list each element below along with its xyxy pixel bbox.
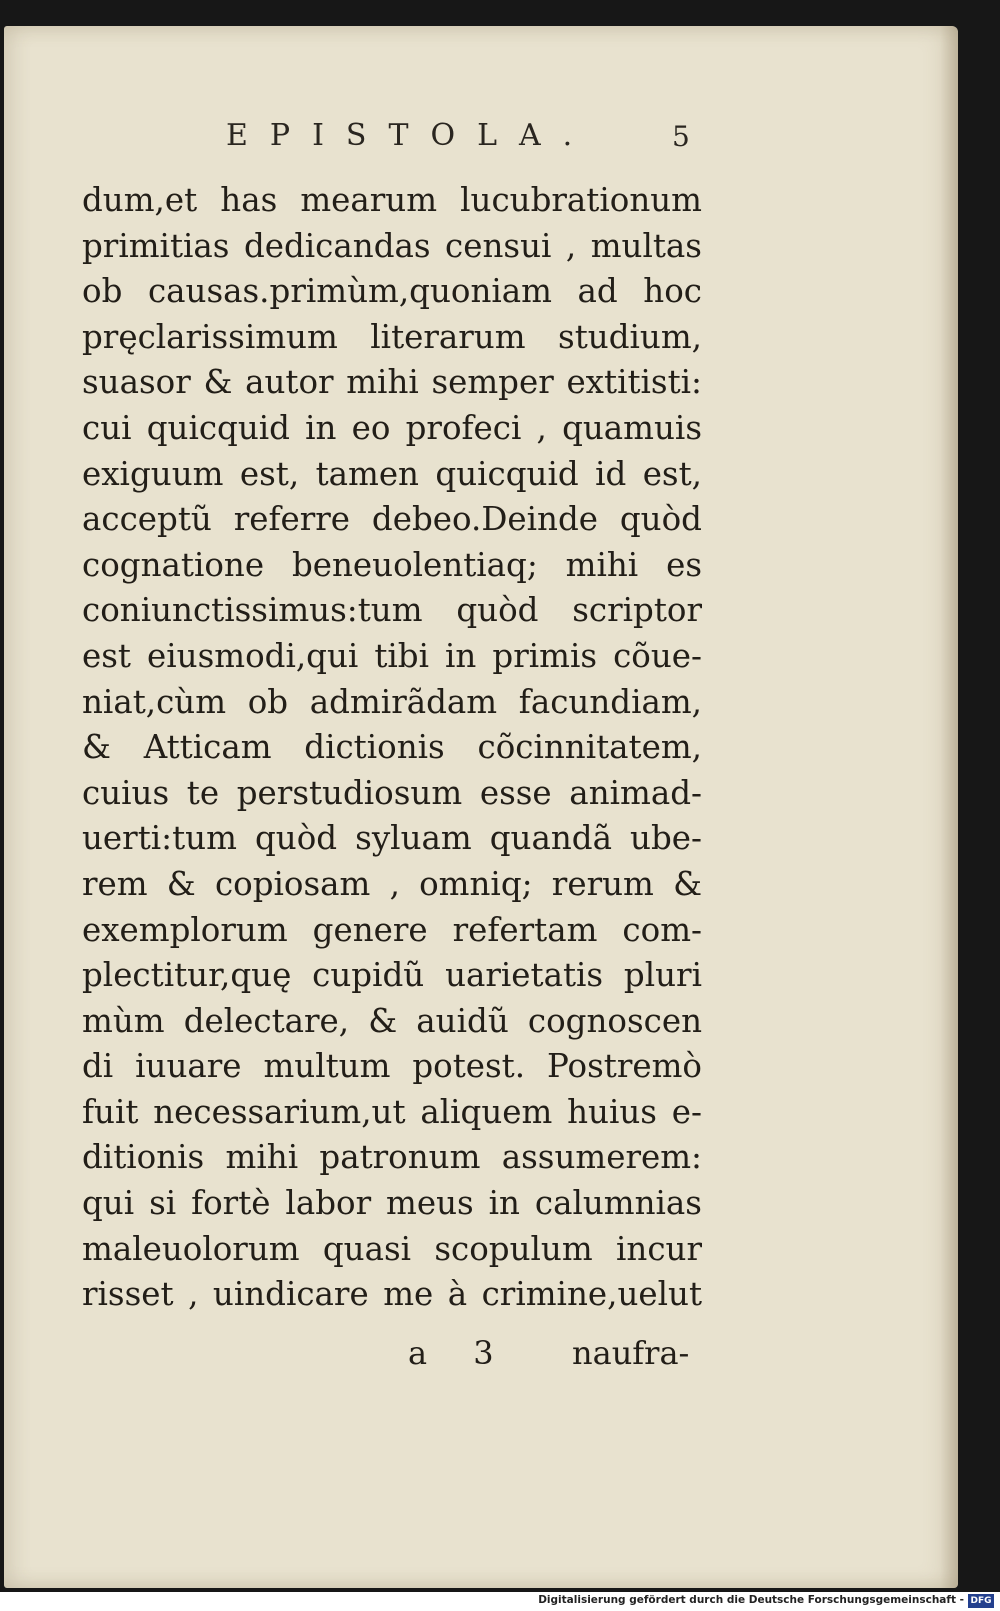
body-text <box>82 178 702 1318</box>
signature-mark: a 3 <box>408 1334 512 1372</box>
dfg-logo-icon: DFG <box>968 1594 994 1608</box>
text-line: suasor & autor mihi semper extitisti: <box>82 363 702 402</box>
text-line: plectitur,quę cupidũ uarietatis pluri <box>82 956 702 995</box>
text-line: rem & copiosam , omniq; rerum & <box>82 864 702 903</box>
page-header <box>4 118 958 168</box>
text-line: pręclarissimum literarum studium, <box>82 317 702 356</box>
text-line: ditionis mihi patronum assumerem: <box>82 1138 702 1177</box>
text-line: risset , uindicare me à crimine,uelut <box>82 1275 702 1314</box>
text-line: acceptũ referre debeo.Deinde quòd <box>82 500 702 539</box>
funding-credit: Digitalisierung gefördert durch die Deutsche Forschungsgemeinschaft - <box>538 1594 964 1606</box>
running-title: EPISTOLA. <box>226 118 595 153</box>
book-page <box>4 26 958 1588</box>
text-line: qui si fortè labor meus in calumnias <box>82 1184 702 1223</box>
text-line: ob causas.primùm,quoniam ad hoc <box>82 272 702 311</box>
text-line: fuit necessarium,ut aliquem huius e- <box>82 1092 702 1131</box>
text-line: niat,cùm ob admirãdam facundiam, <box>82 682 702 721</box>
text-line: mùm delectare, & auidũ cognoscen <box>82 1001 702 1040</box>
page-number: 5 <box>672 120 690 153</box>
text-line: cui quicquid in eo profeci , quamuis <box>82 408 702 447</box>
text-line: est eiusmodi,qui tibi in primis cõue- <box>82 636 702 675</box>
text-line: exemplorum genere refertam com- <box>82 910 702 949</box>
catchline <box>4 1334 958 1380</box>
text-line: cuius te perstudiosum esse animad- <box>82 773 702 812</box>
text-line: maleuolorum quasi scopulum incur <box>82 1229 702 1268</box>
catchword: naufra- <box>572 1334 690 1372</box>
text-line: cognatione beneuolentiaq; mihi es <box>82 545 702 584</box>
text-line: exiguum est, tamen quicquid id est, <box>82 454 702 493</box>
text-line: primitias dedicandas censui , multas <box>82 226 702 265</box>
text-line: uerti:tum quòd syluam quandã ube- <box>82 819 702 858</box>
digitization-footer <box>0 1592 1000 1611</box>
text-line: coniunctissimus:tum quòd scriptor <box>82 591 702 630</box>
text-line: dum,et has mearum lucubrationum <box>82 181 702 219</box>
text-line: di iuuare multum potest. Postremò <box>82 1047 702 1086</box>
text-line: & Atticam dictionis cõcinnitatem, <box>82 728 702 767</box>
